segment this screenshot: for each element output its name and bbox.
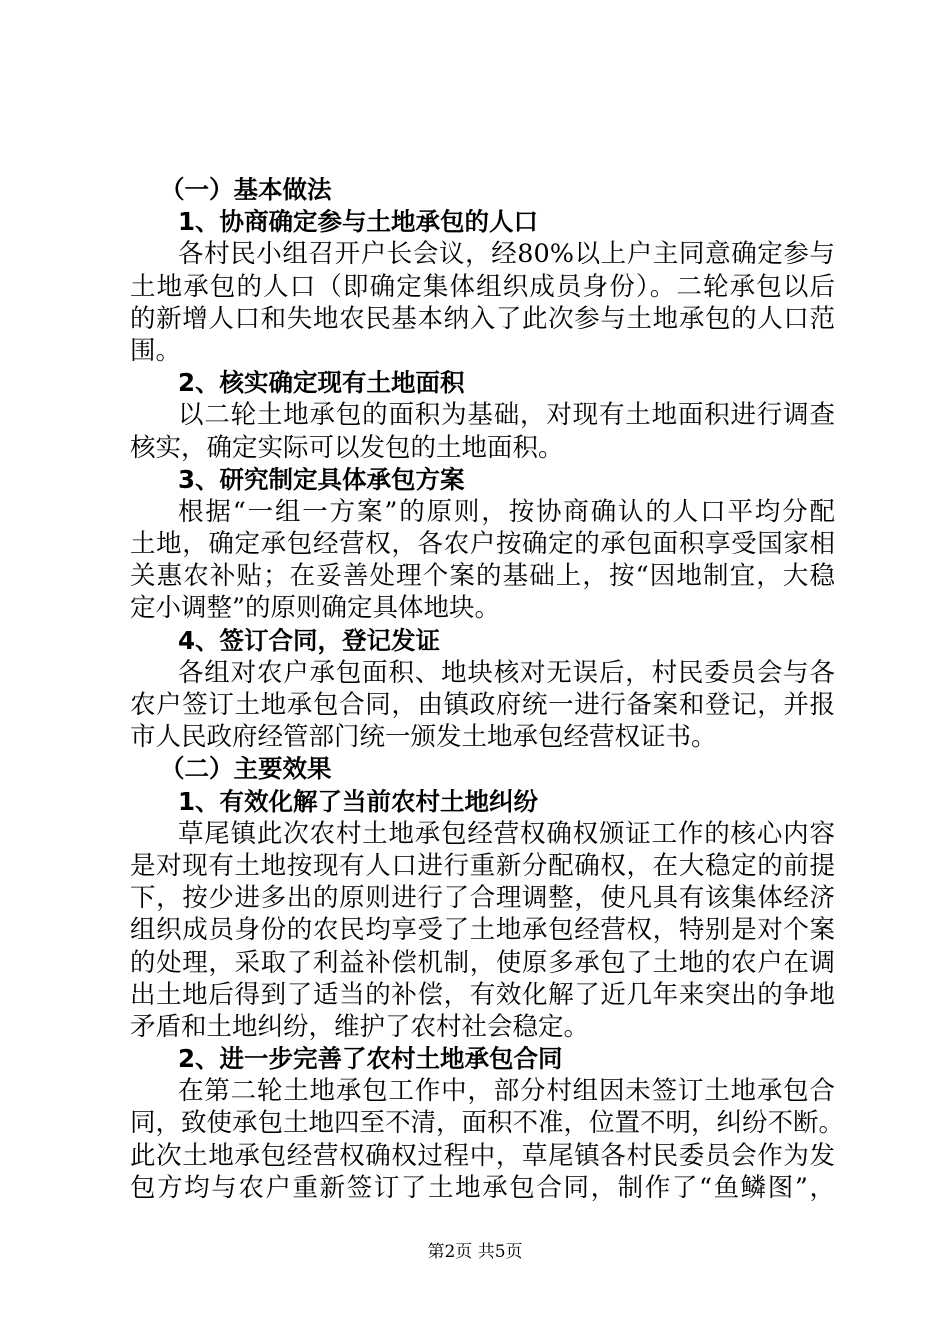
paragraph-line: 以二轮土地承包的面积为基础，对现有土地面积进行调查	[178, 400, 835, 431]
paragraph-line: 关惠农补贴；在妥善处理个案的基础上，按“因地制宜，大稳	[130, 561, 835, 592]
paragraph-line: 出土地后得到了适当的补偿，有效化解了近几年来突出的争地	[130, 979, 835, 1010]
paragraph-line: 组织成员身份的农民均享受了土地承包经营权，特别是对个案	[130, 915, 835, 946]
subheading-2: 2、核实确定现有土地面积	[178, 368, 465, 398]
paragraph-line: 围。	[130, 335, 182, 366]
paragraph-line: 矛盾和土地纠纷，维护了农村社会稳定。	[130, 1011, 590, 1042]
subheading-1: 1、协商确定参与土地承包的人口	[178, 207, 539, 237]
subheading-effect-2: 2、进一步完善了农村土地承包合同	[178, 1044, 563, 1074]
paragraph-line: 各村民小组召开户长会议，经80%以上户主同意确定参与	[178, 239, 835, 270]
page-footer	[0, 1241, 950, 1263]
paragraph-line: 是对现有土地按现有人口进行重新分配确权，在大稳定的前提	[130, 850, 835, 881]
paragraph-line: 的新增人口和失地农民基本纳入了此次参与土地承包的人口范	[130, 303, 835, 334]
paragraph-line: 草尾镇此次农村土地承包经营权确权颁证工作的核心内容	[178, 818, 835, 849]
subheading-effect-1: 1、有效化解了当前农村土地纠纷	[178, 786, 539, 816]
page-number-label: 第2页 共5页	[427, 1242, 523, 1262]
section-heading-main-effects: （二）主要效果	[160, 754, 332, 784]
paragraph-line: 根据“一组一方案”的原则，按协商确认的人口平均分配	[178, 496, 835, 527]
paragraph-line: 包方均与农户重新签订了土地承包合同，制作了“鱼鳞图”，	[130, 1172, 835, 1203]
paragraph-line: 核实，确定实际可以发包的土地面积。	[130, 432, 564, 463]
subheading-3: 3、研究制定具体承包方案	[178, 464, 465, 494]
document-body	[130, 174, 845, 1204]
section-heading-basic-methods: （一）基本做法	[160, 175, 332, 204]
paragraph-line: 在第二轮土地承包工作中，部分村组因未签订土地承包合	[178, 1076, 835, 1107]
paragraph-line: 此次土地承包经营权确权过程中，草尾镇各村民委员会作为发	[130, 1140, 835, 1171]
subheading-4: 4、签订合同，登记发证	[178, 625, 441, 655]
paragraph-line: 土地承包的人口（即确定集体组织成员身份）。二轮承包以后	[130, 271, 835, 302]
paragraph-line: 各组对农户承包面积、地块核对无误后，村民委员会与各	[178, 657, 835, 688]
paragraph-line: 同，致使承包土地四至不清，面积不准，位置不明，纠纷不断。	[130, 1108, 845, 1139]
paragraph-line: 下，按少进多出的原则进行了合理调整，使凡具有该集体经济	[130, 883, 835, 914]
paragraph-line: 的处理，采取了利益补偿机制，使原多承包了土地的农户在调	[130, 947, 835, 978]
paragraph-line: 定小调整”的原则确定具体地块。	[130, 593, 501, 624]
paragraph-line: 土地，确定承包经营权，各农户按确定的承包面积享受国家相	[130, 529, 835, 560]
paragraph-line: 市人民政府经管部门统一颁发土地承包经营权证书。	[130, 722, 717, 753]
paragraph-line: 农户签订土地承包合同，由镇政府统一进行备案和登记，并报	[130, 690, 835, 720]
